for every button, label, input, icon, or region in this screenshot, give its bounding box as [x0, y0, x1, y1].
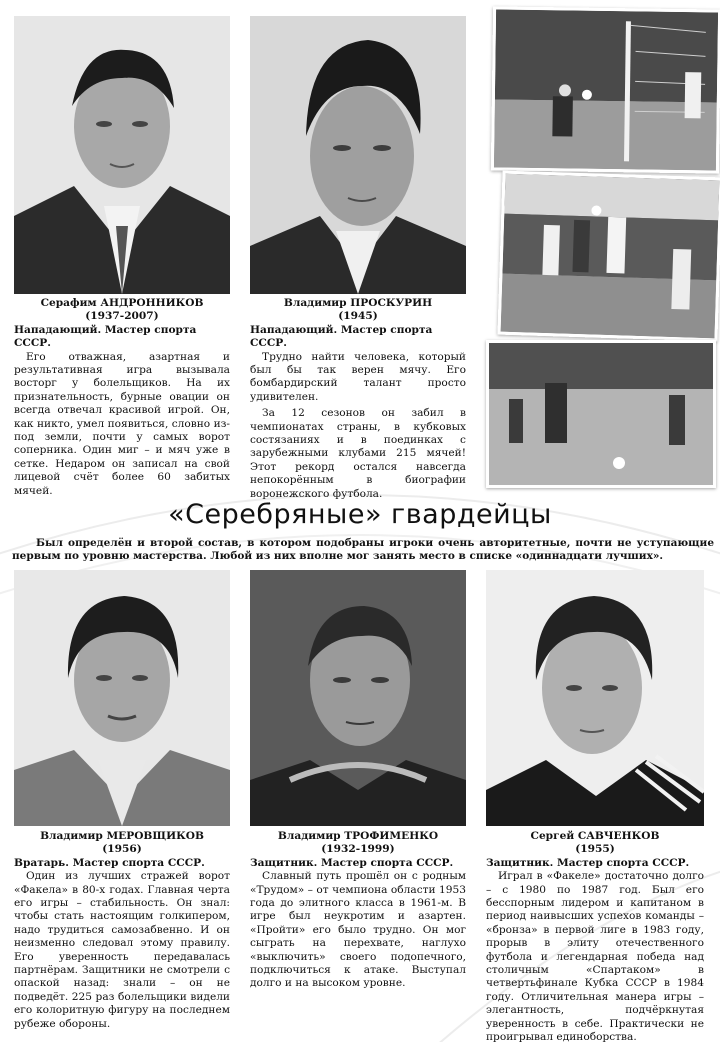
bio-andronnikov: [14, 297, 230, 498]
player-name: Владимир МЕРОВЩИКОВ: [40, 830, 204, 842]
bio-text: За 12 сезонов он забил в чемпионатах страны, в кубковых состязаниях и в поединках с зарубежными клубами 215 мячей! Этот рекорд остался навсегда непокорённым в биографии воронежского футбола.: [250, 407, 466, 500]
bio-text: Один из лучших стражей ворот «Факела» в 80-х годах. Главная черта его игры – стабильность. Он знал: чтобы стать настоящим голкипером, надо трудиться самозабвенно. И он неизменно следовал этому правилу. Его уверенность передавалась партнёрам. Защитники не смотрели с опаской назад: знали – он не подведёт. 225 раз болельщики видели его колоритную фигуру на последнем рубеже обороны.: [14, 870, 230, 1030]
bio-text: Его отважная, азартная и результативная игра вызывала восторг у болельщиков. На их признательность, бурные овации он всегда отвечал красивой игрой. Он, как никто, умел появиться, словно из-под земли, почти у самых ворот соперника. Один миг – и мяч уже в сетке. Недаром он записал на свой лицевой счёт более 60 забитых мячей.: [14, 350, 230, 497]
player-role: Нападающий. Мастер спорта СССР.: [250, 323, 433, 350]
match-photo-kick: [486, 340, 716, 488]
player-role: Защитник. Мастер спорта СССР.: [250, 856, 454, 869]
bio-text: Играл в «Факеле» достаточно долго – с 1980 по 1987 год. Был его бесспорным лидером и капитаном в период наивысших успехов команды – «бронза» в первой лиге в 1983 году, прорыв в элиту отечественного футбола и легендарная победа над столичным «Спартаком» в четвертьфинале Кубка СССР в 1984 году. Отличительная манера игры – элегантность, подчёркнутая уверенность в себе. Практически не проигрывал единоборства.: [486, 870, 704, 1044]
player-years: (1955): [575, 843, 615, 856]
player-years: (1932-1999): [321, 843, 395, 856]
player-name: Серафим АНДРОННИКОВ: [40, 297, 204, 309]
portrait-trofimenko: [250, 570, 466, 826]
bio-proskurin: [250, 297, 466, 501]
portrait-proskurin: [250, 16, 466, 294]
player-role: Нападающий. Мастер спорта СССР.: [14, 323, 197, 350]
portrait-savchenkov: [486, 570, 704, 826]
bio-text: Славный путь прошёл он с родным «Трудом» – от чемпиона области 1953 года до элитного класса в 1961-м. В игре был неукротим и азартен. «Пройти» его было трудно. Он мог сыграть на перехвате, наглухо «выключить» своего подопечного, подключиться к атаке. Выступал долго и на высоком уровне.: [250, 870, 466, 990]
player-name: Владимир ТРОФИМЕНКО: [277, 830, 439, 842]
player-years: (1945): [338, 310, 378, 323]
bio-merovshchikov: [14, 830, 230, 1031]
player-role: Вратарь. Мастер спорта СССР.: [14, 856, 205, 869]
player-role: Защитник. Мастер спорта СССР.: [486, 856, 690, 869]
player-name: Владимир ПРОСКУРИН: [283, 297, 433, 309]
section-subtitle: Был определён и второй состав, в котором подобраны игроки очень авторитетные, почти не уступающие первым по уровню мастерства. Любой из них вполне мог занять место в списке «одиннадцати лучших».: [12, 537, 714, 562]
match-photo-goal: [491, 6, 720, 173]
player-years: (1956): [102, 843, 142, 856]
match-photo-header: [497, 171, 720, 342]
bio-savchenkov: [486, 830, 704, 1045]
player-years: (1937-2007): [85, 310, 159, 323]
player-name: Сергей САВЧЕНКОВ: [530, 830, 660, 842]
section-title: «Серебряные» гвардейцы: [168, 499, 552, 530]
portrait-merovshchikov: [14, 570, 230, 826]
portrait-andronnikov: [14, 16, 230, 294]
bio-text: Трудно найти человека, который был бы так верен мячу. Его бомбардирский талант просто удивителен.: [250, 350, 466, 403]
bio-trofimenko: [250, 830, 466, 991]
